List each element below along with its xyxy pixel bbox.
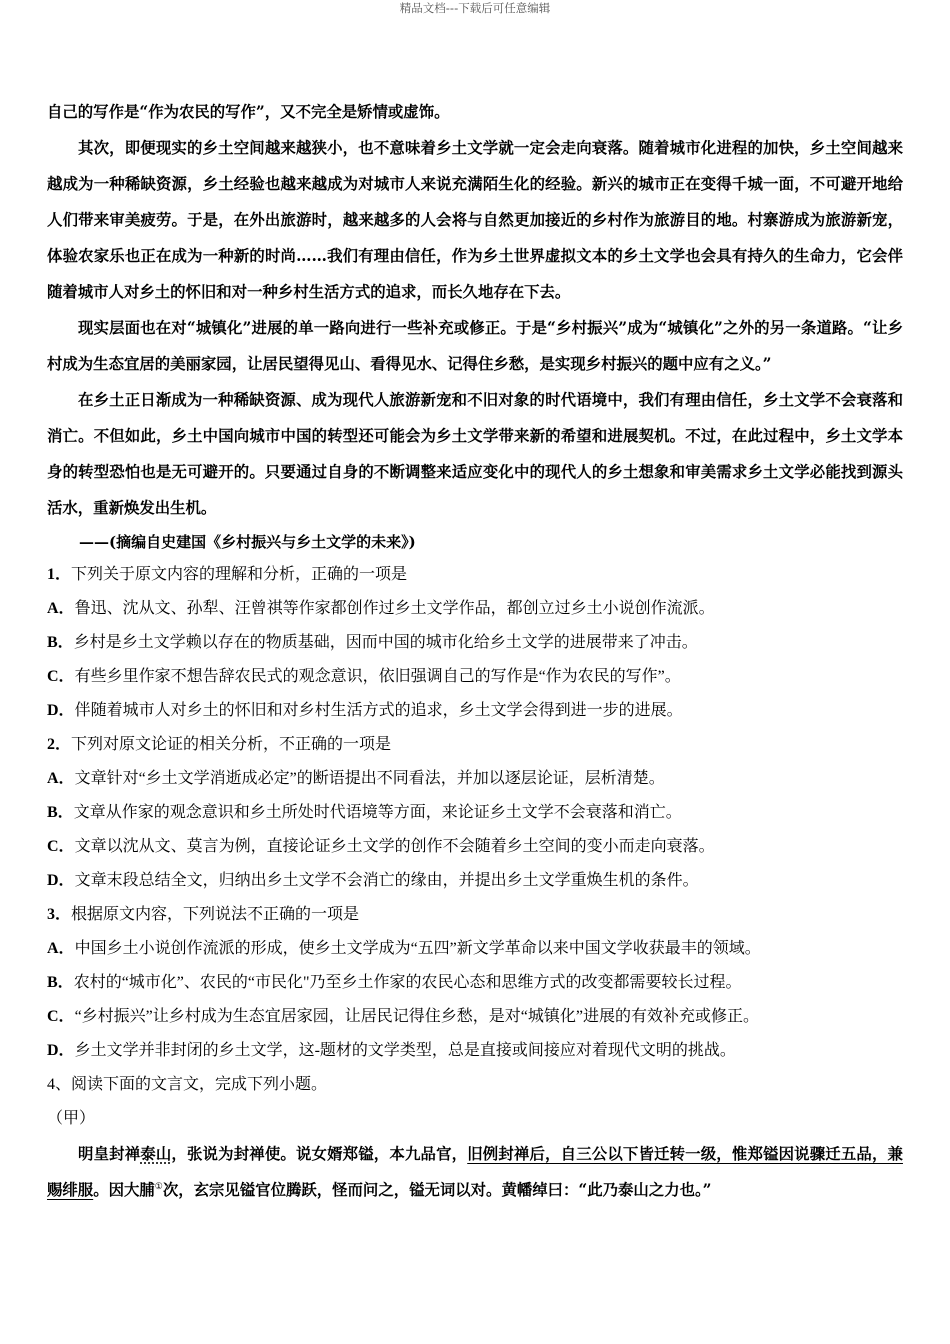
question-option [47,966,903,1000]
question-option [47,1000,903,1034]
option-label: D． [47,1042,75,1059]
option-label: A． [47,940,75,957]
option-text: 乡土文学并非封闭的乡土文学，这-题材的文学类型，总是直接或间接应对着现代文明的挑战。 [74,1042,736,1059]
option-text: 文章针对“乡土文学消逝成必定”的断语提出不同看法，并加以逐层论证，层析清楚。 [74,770,665,787]
passage-source: ——(摘编自史建国《乡村振兴与乡土文学的未来》) [79,533,416,551]
option-label: D． [47,872,75,889]
question-number: 3． [47,906,72,923]
option-label: A． [47,600,75,617]
classical-text-part: 。因大脯 [93,1181,155,1199]
underlined-sentence: 旧例封禅后，自三公以下皆迁转一级，惟郑镒因说骤迁五品，兼赐绯服 [47,1145,903,1199]
option-text: 中国乡土小说创作流派的形成，使乡土文学成为“五四”新文学革命以来中国文学收获最丰的领域。 [74,940,761,957]
option-text: “乡村振兴”让乡村成为生态宜居家园，让居民记得住乡愁，是对“城镇化”进展的有效补充或修正。 [74,1008,759,1025]
option-text: 鲁迅、沈从文、孙犁、汪曾祺等作家都创作过乡土文学作品，都创立过乡土小说创作流派。 [74,600,715,617]
question-stem [47,728,903,762]
question-option [47,1034,903,1068]
question-option [47,864,903,898]
option-label: B． [47,634,74,651]
question-text: 下列关于原文内容的理解和分析，正确的一项是 [71,566,408,583]
option-label: D． [47,702,75,719]
passage-paragraph: 其次，即便现实的乡土空间越来越狭小，也不意味着乡土文学就一定会走向衰落。随着城市化进程的加快，乡土空间越来越成为一种稀缺资源，乡土经验也越来越成为对城市人来说充满陌生化的经验。新兴的城市正在变得千城一面，不可避开地给人们带来审美疲劳。于是，在外出旅游时，越来越多的人会将与自然更加接近的乡村作为旅游目的地。村寨游成为旅游新宠，体验农家乐也正在成为一种新的时尚……我们有理由信任，作为乡土世界虚拟文本的乡土文学也会具有持久的生命力，它会伴随着城市人对乡土的怀旧和对一种乡村生活方式的追求，而长久地存在下去。 [47,139,903,301]
option-label: C． [47,1008,75,1025]
option-label: C． [47,668,75,685]
option-text: 乡村是乡土文学赖以存在的物质基础，因而中国的城市化给乡土文学的进展带来了冲击。 [73,634,698,651]
question-stem [47,898,903,932]
classical-text-part: 次，玄宗见镒官位腾跃，怪而问之，镒无词以对。黄幡绰曰：“此乃泰山之力也。” [162,1181,712,1199]
question-text: 根据原文内容，下列说法不正确的一项是 [71,906,360,923]
question-number: 2． [47,736,72,753]
passage-paragraph: 自己的写作是“作为农民的写作”，又不完全是矫情或虚饰。 [47,103,450,121]
document-page [47,94,903,1208]
passage-paragraph: 现实层面也在对“城镇化”进展的单一路向进行一些补充或修正。于是“乡村振兴”成为“城镇化”之外的另一条道路。“让乡村成为生态宜居的美丽家园，让居民望得见山、看得见水、记得住乡愁，是实现乡村振兴的题中应有之义。” [47,319,903,373]
question-option [47,830,903,864]
classical-text [47,1136,903,1208]
emphasized-word: 泰山 [140,1145,172,1163]
option-label: B． [47,804,74,821]
question-stem [47,558,903,592]
question-number: 1． [47,566,72,583]
option-text: 伴随着城市人对乡土的怀旧和对乡村生活方式的追求，乡土文学会得到进一步的进展。 [74,702,683,719]
option-text: 文章从作家的观念意识和乡土所处时代语境等方面，来论证乡土文学不会衰落和消亡。 [73,804,682,821]
option-label: C． [47,838,75,855]
option-label: B． [47,974,74,991]
section-label: （甲） [47,1110,96,1127]
question-text: 下列对原文论证的相关分析，不正确的一项是 [71,736,392,753]
question-option [47,694,903,728]
question-option [47,626,903,660]
passage-paragraph: 在乡土正日渐成为一种稀缺资源、成为现代人旅游新宠和不旧对象的时代语境中，我们有理由信任，乡土文学不会衰落和消亡。不但如此，乡土中国向城市中国的转型还可能会为乡土文学带来新的希望和进展契机。不过，在此过程中，乡土文学本身的转型恐怕也是无可避开的。只要通过自身的不断调整来适应变化中的现代人的乡土想象和审美需求乡土文学必能找到源头活水，重新焕发出生机。 [47,391,903,517]
question-option [47,762,903,796]
option-text: 文章以沈从文、莫言为例，直接论证乡土文学的创作不会随着乡土空间的变小而走向衰落。 [74,838,715,855]
classical-text-part: 明皇封禅 [78,1145,141,1163]
classical-text-part: ，张说为封禅使。说女婿郑镒，本九品官， [171,1145,468,1163]
option-text: 文章末段总结全文，归纳出乡土文学不会消亡的缘由，并提出乡土文学重焕生机的条件。 [74,872,699,889]
option-label: A． [47,770,75,787]
option-text: 有些乡里作家不想告辞农民式的观念意识，依旧强调自己的写作是“作为农民的写作”。 [74,668,681,685]
option-text: 农村的“城市化”、农民的“市民化"乃至乡土作家的农民心态和思维方式的改变都需要较长过程。 [73,974,742,991]
question-option [47,660,903,694]
footnote-marker: ① [154,1181,163,1192]
question-option [47,592,903,626]
question-option [47,796,903,830]
question-option [47,932,903,966]
question-stem: 4、阅读下面的文言文，完成下列小题。 [47,1076,328,1093]
page-header: 精品文档---下载后可任意编辑 [399,1,551,15]
